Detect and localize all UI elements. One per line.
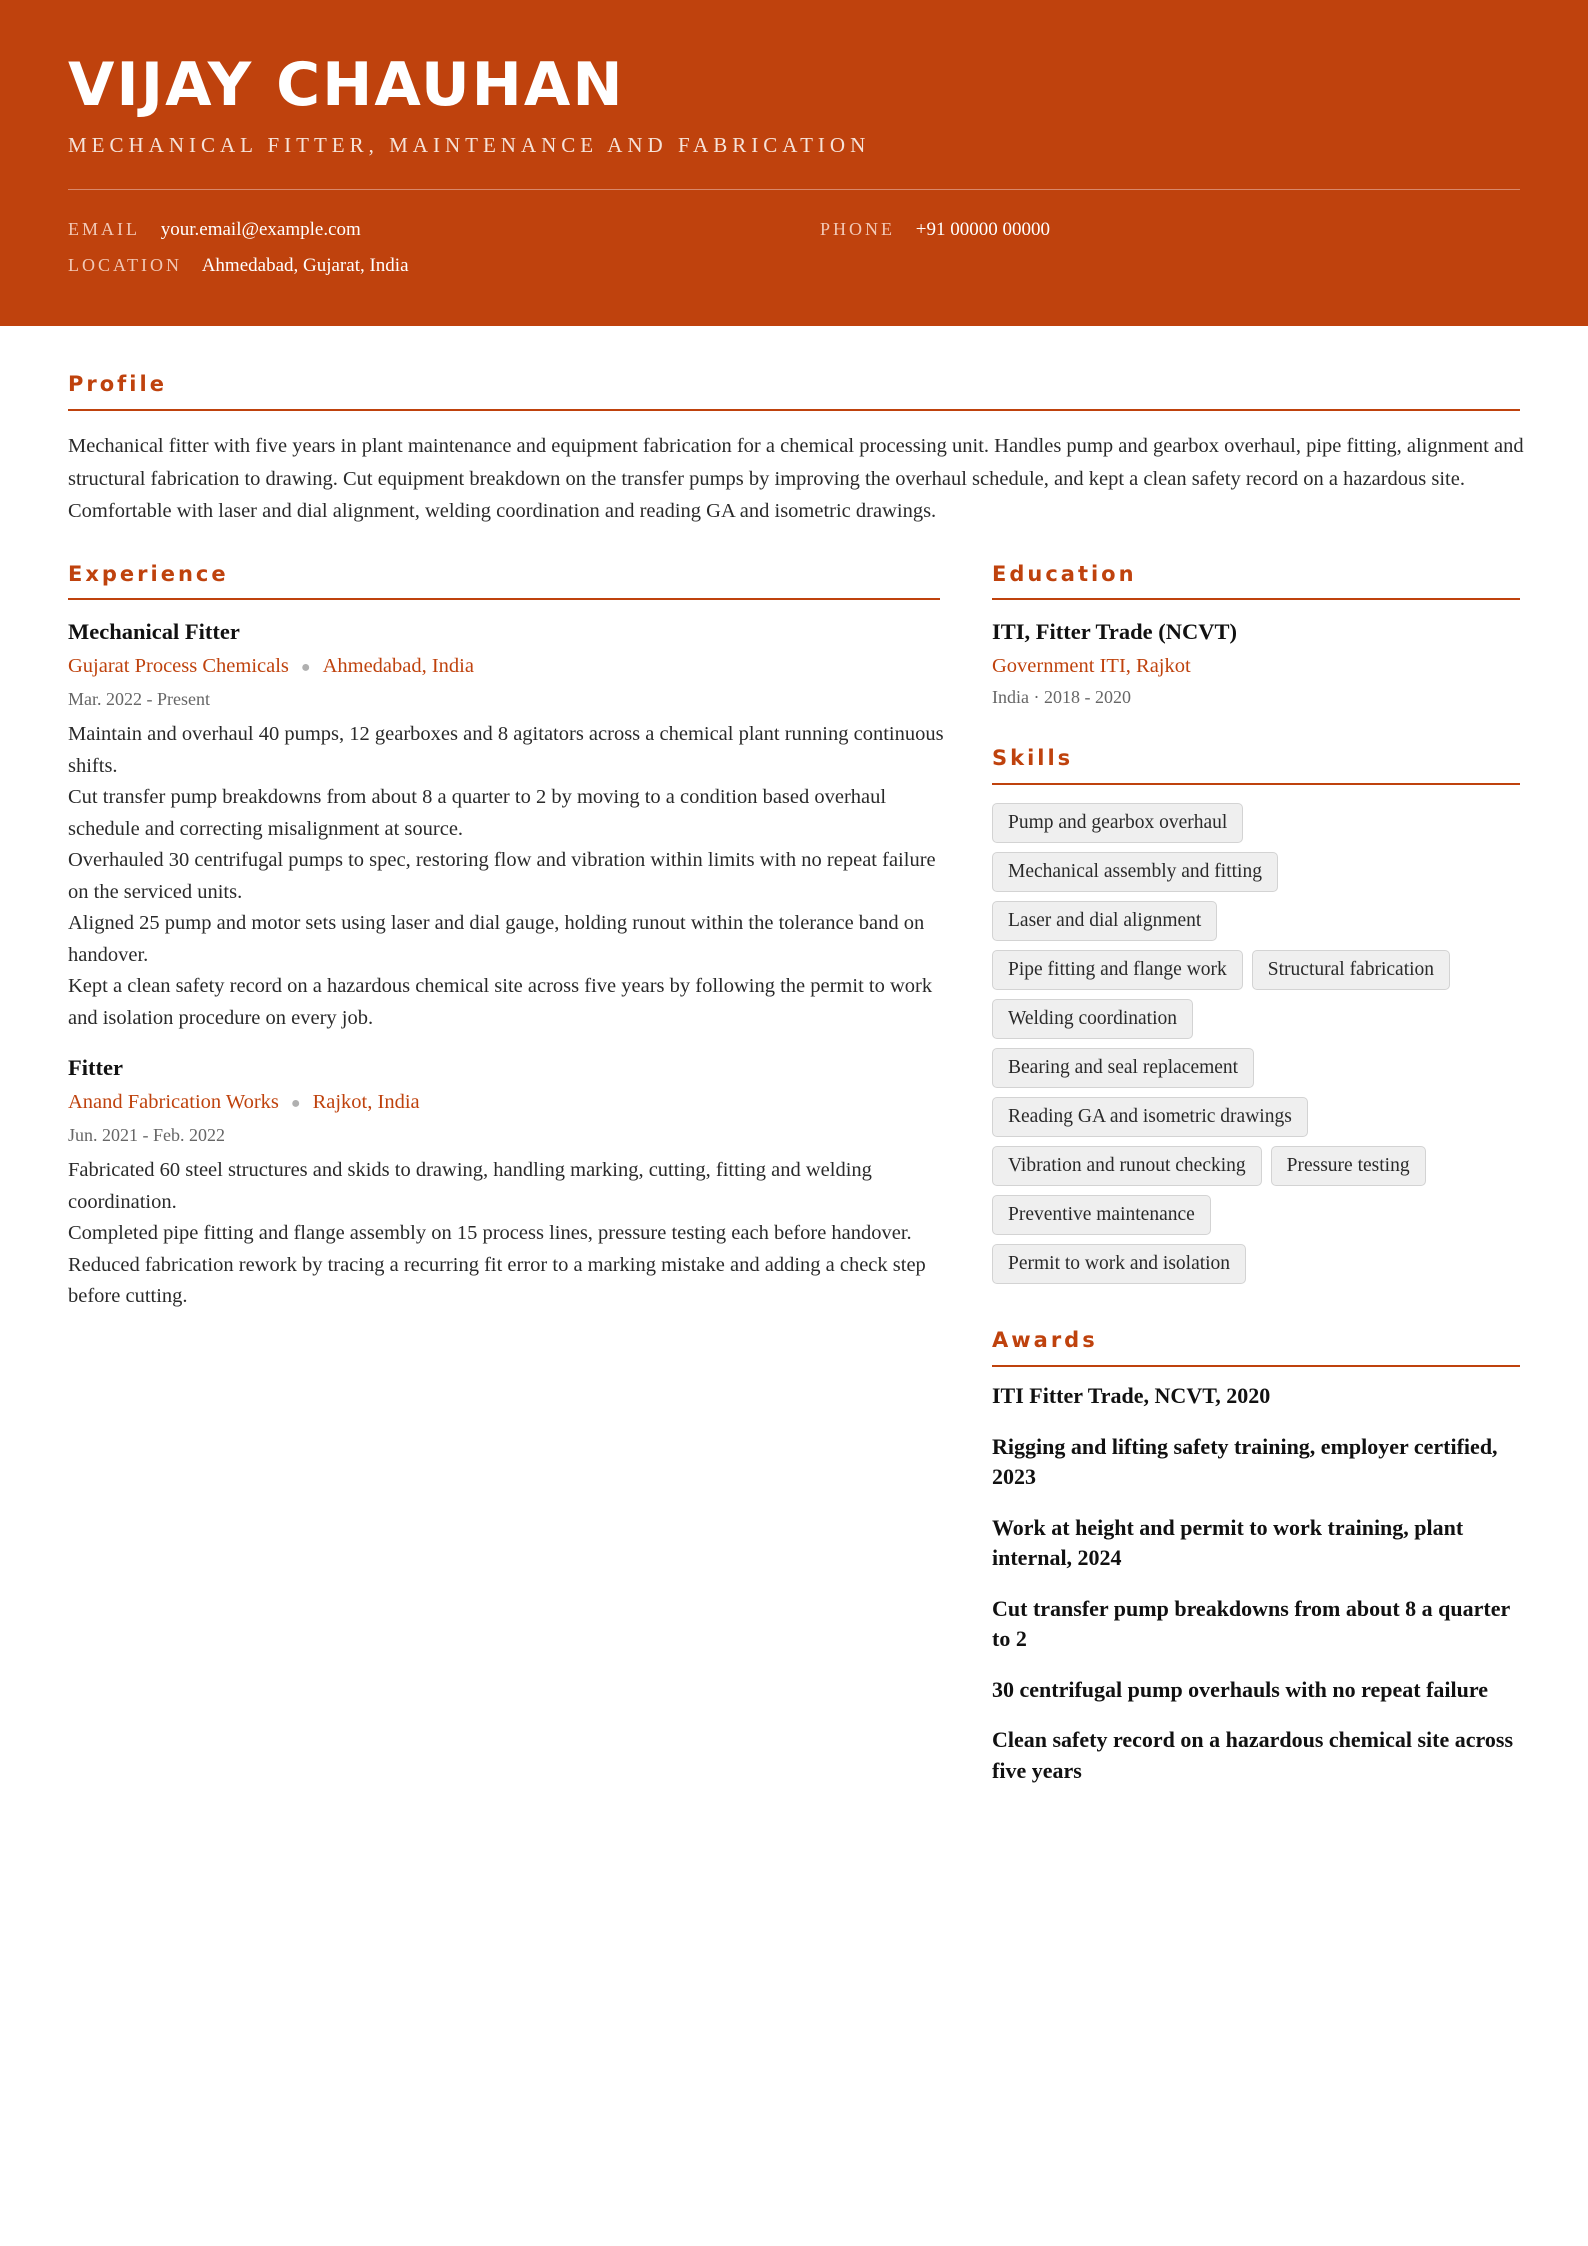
skill-tag: Mechanical assembly and fitting	[992, 852, 1278, 892]
job-title: Mechanical Fitter	[68, 619, 240, 644]
education-school: Government ITI, Rajkot	[992, 655, 1191, 677]
job-bullet: Reduced fabrication rework by tracing a recurring fit error to a marking mistake and adding a check step before cutting.	[68, 1253, 926, 1307]
resume-header	[0, 0, 1588, 326]
skill-tag: Vibration and runout checking	[992, 1146, 1262, 1186]
section-rule-skills	[992, 783, 1520, 785]
location-label: LOCATION	[68, 255, 182, 275]
skill-tag: Welding coordination	[992, 999, 1193, 1039]
job-bullets	[68, 719, 948, 1034]
job-meta	[68, 651, 948, 683]
skills-list	[992, 803, 1532, 1293]
section-rule-experience	[68, 598, 940, 600]
job-entry	[68, 617, 948, 1034]
skill-tag: Pressure testing	[1271, 1146, 1426, 1186]
award-item: Cut transfer pump breakdowns from about 8 a quarter to 2	[992, 1595, 1510, 1651]
job-location: Ahmedabad, India	[322, 655, 474, 677]
award-item: Work at height and permit to work training, plant internal, 2024	[992, 1514, 1464, 1570]
section-rule-education	[992, 598, 1520, 600]
separator-dot-icon: ●	[300, 659, 311, 676]
job-meta	[68, 1087, 948, 1119]
awards-list	[992, 1381, 1520, 1806]
header-divider	[68, 189, 1520, 190]
job-bullet: Completed pipe fitting and flange assembly on 15 process lines, pressure testing each before handover.	[68, 1222, 912, 1244]
job-title: Fitter	[68, 1055, 123, 1080]
education-meta: India · 2018 - 2020	[992, 687, 1131, 707]
job-company: Gujarat Process Chemicals	[68, 655, 289, 677]
candidate-tagline: MECHANICAL FITTER, MAINTENANCE AND FABRICATION	[68, 133, 871, 157]
job-dates: Mar. 2022 - Present	[68, 689, 210, 709]
skill-tag: Laser and dial alignment	[992, 901, 1217, 941]
contact-email	[68, 217, 361, 242]
skill-tag: Pump and gearbox overhaul	[992, 803, 1243, 843]
profile-summary: Mechanical fitter with five years in plant maintenance and equipment fabrication for a chemical processing unit. Handles pump and gearbox overhaul, pipe fitting, alignment and structural fabrication to drawing. Cut equipment breakdown on the transfer pumps by improving the overhaul schedule, and kept a clean safety record on a hazardous site. Comfortable with laser and dial alignment, welding coordination and reading GA and isometric drawings.	[68, 435, 1524, 522]
job-company: Anand Fabrication Works	[68, 1091, 279, 1113]
job-bullet: Cut transfer pump breakdowns from about 8 a quarter to 2 by moving to a condition based overhaul schedule and correcting misalignment at source.	[68, 786, 887, 840]
section-title-awards: Awards	[992, 1328, 1098, 1352]
job-bullet: Fabricated 60 steel structures and skids to drawing, handling marking, cutting, fitting and welding coordination.	[68, 1159, 872, 1213]
education-degree: ITI, Fitter Trade (NCVT)	[992, 619, 1237, 644]
section-title-experience: Experience	[68, 562, 229, 586]
job-dates: Jun. 2021 - Feb. 2022	[68, 1125, 225, 1145]
email-value[interactable]: your.email@example.com	[160, 219, 361, 240]
job-entry	[68, 1053, 948, 1313]
award-item: 30 centrifugal pump overhauls with no repeat failure	[992, 1676, 1489, 1702]
skill-tag: Permit to work and isolation	[992, 1244, 1246, 1284]
education-entry	[992, 617, 1520, 709]
section-title-skills: Skills	[992, 746, 1074, 770]
phone-label: PHONE	[820, 219, 896, 239]
skill-tag: Reading GA and isometric drawings	[992, 1097, 1308, 1137]
phone-value[interactable]: +91 00000 00000	[915, 219, 1050, 240]
section-title-education: Education	[992, 562, 1137, 586]
job-location: Rajkot, India	[312, 1091, 420, 1113]
job-bullet: Overhauled 30 centrifugal pumps to spec, restoring flow and vibration within limits with no repeat failure on the serviced units.	[68, 849, 936, 903]
skill-tag: Preventive maintenance	[992, 1195, 1211, 1235]
section-rule-profile	[68, 409, 1520, 411]
award-item: Clean safety record on a hazardous chemical site across five years	[992, 1727, 1514, 1783]
separator-dot-icon: ●	[290, 1095, 301, 1112]
skill-tag: Pipe fitting and flange work	[992, 950, 1243, 990]
job-bullet: Kept a clean safety record on a hazardous chemical site across five years by following the permit to work and isolation procedure on every job.	[68, 975, 933, 1029]
contact-phone	[820, 217, 1050, 242]
award-item: ITI Fitter Trade, NCVT, 2020	[992, 1383, 1271, 1408]
section-title-profile: Profile	[68, 372, 167, 396]
candidate-name: VIJAY CHAUHAN	[68, 50, 625, 120]
job-bullets	[68, 1155, 948, 1313]
location-value: Ahmedabad, Gujarat, India	[201, 255, 409, 276]
award-item: Rigging and lifting safety training, employer certified, 2023	[992, 1433, 1498, 1489]
section-rule-awards	[992, 1365, 1520, 1367]
skill-tag: Structural fabrication	[1252, 950, 1450, 990]
contact-location	[68, 253, 409, 278]
email-label: EMAIL	[68, 219, 140, 239]
skill-tag: Bearing and seal replacement	[992, 1048, 1254, 1088]
job-bullet: Maintain and overhaul 40 pumps, 12 gearboxes and 8 agitators across a chemical plant running continuous shifts.	[68, 723, 944, 777]
job-bullet: Aligned 25 pump and motor sets using laser and dial gauge, holding runout within the tolerance band on handover.	[68, 912, 925, 966]
